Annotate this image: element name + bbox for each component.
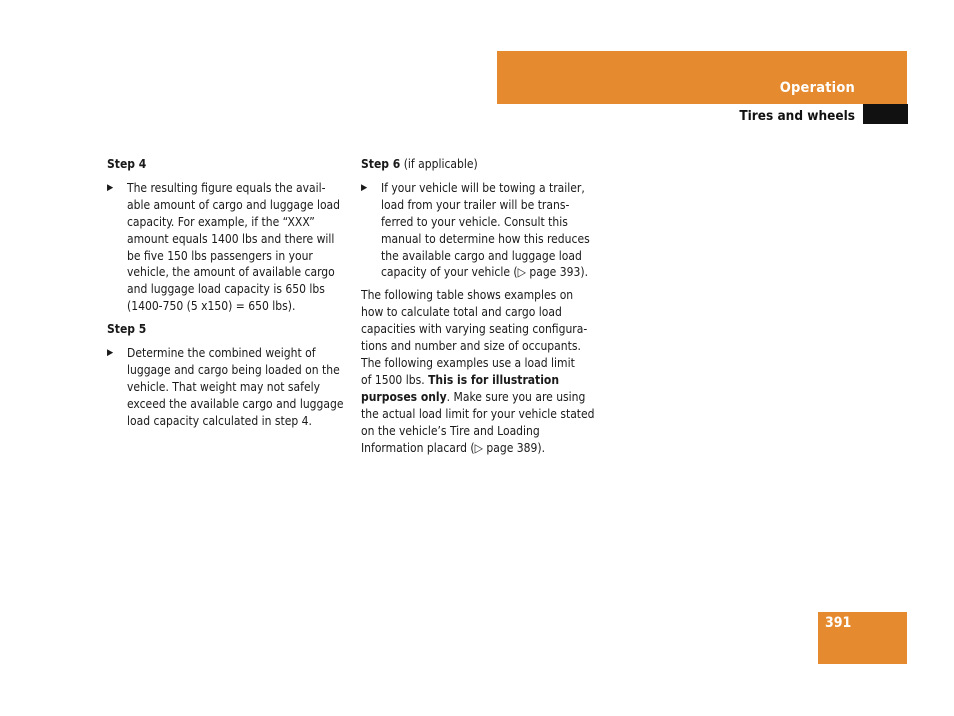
step4-text: The resulting figure equals the avail- able amount of cargo and luggage load capacity. For example, if the “XXX” amount equals 1400 lbs and there will be five 150 lbs passengers in your vehicle, the amount of available cargo and luggage load capacity is 650 lbs (1400-750 (5 x150) = 650 lbs). xyxy=(127,180,341,314)
step5-text: Determine the combined weight of luggage and cargo being loaded on the vehicle. That weight may not safely exceed the available cargo and luggage load capacity calculated in step 4. xyxy=(127,346,344,428)
step6-bullet xyxy=(361,180,601,281)
step6-heading: Step 6 (if applicable) xyxy=(361,157,478,171)
section-title: Operation xyxy=(779,80,855,96)
left-column xyxy=(107,156,347,436)
section-header-bar xyxy=(497,51,907,104)
step5-heading: Step 5 xyxy=(107,322,147,337)
bullet-arrow-icon: ▶ xyxy=(107,182,114,193)
step4-bullet xyxy=(107,180,347,315)
subsection-title: Tires and wheels xyxy=(739,108,855,124)
page-number-box xyxy=(818,612,907,664)
step5-bullet xyxy=(107,345,347,430)
bullet-arrow-icon: ▶ xyxy=(107,348,114,359)
step6-text: If your vehicle will be towing a trailer, load from your trailer will be trans- ferred to your vehicle. Consult this manual to determine how this reduces the available cargo and luggage load capacity of your vehicle (▷ page 393). xyxy=(381,180,590,280)
bullet-arrow-icon: ▶ xyxy=(361,182,368,193)
page-number: 391 xyxy=(825,615,852,631)
section-tab-marker xyxy=(863,104,908,124)
right-column xyxy=(361,156,601,456)
step4-heading: Step 4 xyxy=(107,157,147,171)
load-examples-paragraph: The following table shows examples on how to calculate total and cargo load capacities with varying seating configura- tions and number and size of occupants. The following examples use a load limit of 1500 lbs. This is for illustration purposes only. Make sure you are using the actual load limit for your vehicle stated on the vehicle’s Tire and Loading Information placard (▷ page 389). xyxy=(361,288,595,455)
